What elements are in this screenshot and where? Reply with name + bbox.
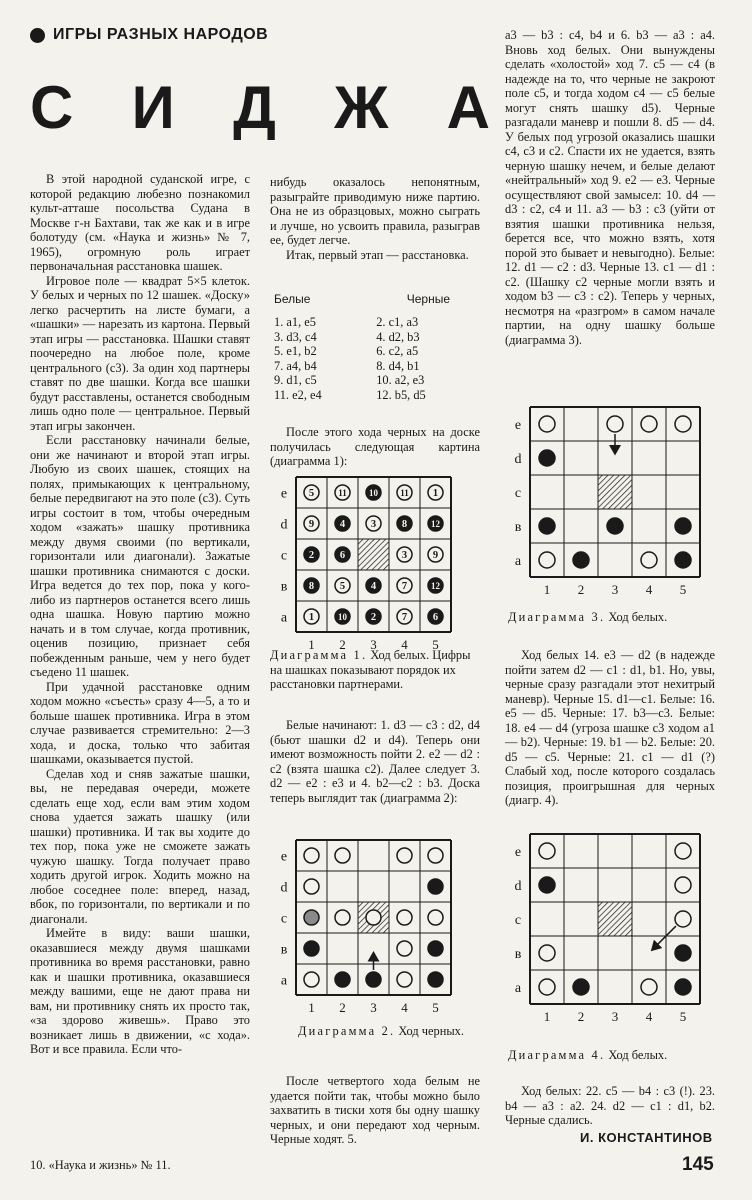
paragraph: Ход белых: 22. c5 — b4 : c3 (!). 23. b4 — a3 : a2. 24. d2 — c1 : d1, b2. Черные сдались. (505, 1084, 715, 1127)
diagram-2-caption (296, 1024, 466, 1039)
piece-number: 2 (370, 612, 377, 623)
column-2-mid (270, 425, 480, 469)
piece-number: 11 (400, 488, 409, 498)
white-move: 7. a4, b4 (274, 358, 317, 373)
column-1 (30, 172, 250, 1057)
file-label: 5 (432, 637, 439, 652)
diagram-4-board (508, 832, 718, 1024)
piece-number: 6 (339, 550, 346, 561)
paragraph: В этой народной суданской игре, с которой редакцию любезно познакомил культ-атташе посольства Судана в Москве г-н Бахтави, так же как и в игре болотуду (см. «Наука и жизнь» № 7, 1965), огромную роль играет первоначальная расстановка шашек. (30, 172, 250, 273)
paragraph: Итак, первый этап — расстановка. (286, 247, 469, 262)
paragraph: Имейте в виду: ваши шашки, оказавшиеся между двумя шашками противника во время расстановки, равно как и шашки противника, оказавшиеся между вашими, еще не дают права ни вам, ни противнику снять их просто так, «за здорово живешь». Право это возникает лишь в движении, «с хода». Вот и все правила. Если что- (30, 926, 250, 1056)
file-label: 3 (611, 1009, 619, 1024)
page-number: 145 (682, 1154, 714, 1175)
paragraph: a3 — b3 : c4, b4 и 6. b3 — a3 : a4. Вновь ход белых. Они вынуждены сделать «холостой» ход 7. c5 — c4 (в надежде на то, что черные не закроют поле c5, и тогда ходом c4 — c5 белые могут снять шашку d5). Черные разгадали маневр и пошли 8. d5 — d4. У белых под угрозой оказались шашки c4, c3 и c2. Спасти их не удается, взять черную шашку нечем, и белые делают «нейтральный» ход 9. e2 — e3. Черные осуществляют свой замысел: 10. d4 — d3 : c2, c4 и 11. a3 — b3 : c3 (уйти от взятия шашки противника нельзя, берется все, что можно взять, хотя порой это бывает и невыгодно). Белые: 12. d1 — c2 : d3. Черные 13. c1 — d1 : c2. (Шашку c2 черные могли взять и ходом b3 — c3 : c2). Теперь у черных, несмотря на «разгром» в самом начале партии, на одну шашку больше (диаграмма 3). (505, 28, 715, 347)
piece-b5 (428, 941, 443, 956)
file-label: 4 (645, 582, 653, 597)
file-label: 5 (432, 1000, 439, 1015)
rank-label: c (280, 548, 288, 564)
piece-number: 9 (308, 519, 315, 530)
rank-label: c (514, 913, 522, 928)
piece-c4 (397, 910, 412, 925)
placement-moves (270, 292, 470, 402)
table-row (270, 344, 470, 359)
footer-source: 10. «Наука и жизнь» № 11. (30, 1158, 171, 1172)
table-row (270, 359, 470, 374)
piece-number: 12 (431, 519, 440, 529)
piece-e1 (539, 843, 555, 859)
file-label: 4 (645, 1009, 653, 1024)
piece-c5 (675, 911, 691, 927)
piece-c3 (366, 910, 381, 925)
piece-number: 7 (401, 612, 408, 623)
file-label: 5 (679, 1009, 687, 1024)
paragraph: После этого хода черных на доске получилась следующая картина (диаграмма 1): (270, 425, 480, 468)
piece-number: 9 (432, 550, 439, 561)
piece-e3 (607, 416, 623, 432)
piece-e4 (641, 416, 657, 432)
piece-a4 (641, 979, 657, 995)
piece-a4 (397, 972, 412, 987)
column-3-bottom (505, 1084, 715, 1128)
rank-label: d (280, 517, 288, 533)
file-label: 3 (370, 1000, 377, 1015)
center-square (598, 475, 632, 509)
white-move: 3. d3, c4 (274, 329, 317, 344)
file-label: 1 (543, 582, 551, 597)
title-letter: Д (233, 74, 276, 141)
rank-label: e (514, 845, 522, 860)
piece-number: 11 (338, 488, 347, 498)
file-label: 1 (308, 637, 315, 652)
rank-label: d (514, 452, 522, 467)
file-label: 1 (308, 1000, 315, 1015)
piece-b4 (397, 941, 412, 956)
rank-label: e (280, 486, 288, 502)
caption-text: Ход белых. Цифры на шашках показывают порядок их расстановки партнерами. (270, 648, 471, 691)
piece-b1 (304, 941, 319, 956)
caption-text: Ход белых. (608, 610, 668, 624)
caption-label: Диаграмма 3. (508, 610, 606, 624)
paragraph: При удачной расстановке одним ходом можно «съесть» сразу 4—5, а то и больше шашек противника. Игра в этом случае развивается стремительно: 2—3 хода, и доска, только что забитая шашками, оказывается пустой. (30, 679, 250, 766)
rank-label: в (280, 579, 288, 595)
piece-a5 (675, 979, 691, 995)
paragraph: Игровое поле — квадрат 5×5 клеток. У белых и черных по 12 шашек. «Доску» легко расчертить на листе бумаги, а «шашки» — нарезать из картона. Первый этап игры — расстановка. Шашки ставят поочередно на любое поле, кроме центрального (с3). За один ход партнеры ставят по две шашки. Когда все шашки будут расставлены, останется свободным лишь одно поле — центральное. Первый этап игры закончен. (30, 273, 250, 433)
title-letter: Ж (334, 74, 389, 141)
center-square (358, 539, 389, 570)
piece-number: 10 (369, 488, 378, 498)
piece-b1 (539, 945, 555, 961)
title-letter: А (446, 74, 490, 141)
file-label: 1 (543, 1009, 551, 1024)
piece-number: 4 (370, 581, 377, 592)
title-letter: С (30, 74, 74, 141)
black-move: 2. c1, a3 (376, 315, 419, 329)
piece-number: 10 (338, 612, 347, 622)
bullet-icon (30, 28, 45, 43)
moves-table (270, 315, 470, 402)
move-arrow (652, 926, 676, 950)
piece-a5 (675, 552, 691, 568)
diagram-4-caption (508, 1048, 718, 1063)
rank-label: c (514, 486, 522, 501)
piece-b1 (539, 518, 555, 534)
file-label: 2 (339, 1000, 346, 1015)
file-label: 5 (679, 582, 687, 597)
title-letter: И (131, 74, 175, 141)
author-name: И. КОНСТАНТИНОВ (580, 1130, 713, 1145)
piece-a1 (539, 979, 555, 995)
diagram-2-board (274, 838, 484, 1015)
piece-a5 (428, 972, 443, 987)
paragraph: Белые начинают: 1. d3 — c3 : d2, d4 (бьют шашки d2 и d4). Теперь они имеют возможность пойти 2. e2 — d2 : c2 (взята шашка c2). Далее следует 3. d2 — e2 : e3 и 4. b2—c2 : b3. Доска теперь выглядит так (диаграмма 2): (270, 718, 480, 805)
column-2-bottom (270, 1074, 480, 1147)
piece-e2 (335, 848, 350, 863)
paragraph: Ход белых 14. e3 — d2 (в надежде пойти затем d2 — c1 : d1, b1. Но, увы, черные сразу разгадали этот нехитрый маневр). Черные 15. d1—c1. Белые: 16. e5 — d5. Черные: 17. b3—c3. Белые: 18. e4 — d4 (угроза шашке c3 ходом a1 — b2). Черные: 19. b1 — b2. Белые: 20. d5 — c5. Черные: 21. c1 — d1 (?) Слабый ход, после которого создалась позиция, проигрышная для черных (диагр. 4). (505, 648, 715, 807)
piece-a2 (335, 972, 350, 987)
piece-number: 12 (431, 581, 440, 591)
column-2-low (270, 718, 480, 805)
paragraph: Если расстановку начинали белые, они же начинают и второй этап игры. Любую из своих шашек, стоящих на полях, примыкающих к центральному, белые передвигают на это поле (с3). Суть игры состоит в том, чтобы очередным ходом «зажать» шашку противника между двумя своими (по вертикали, горизонтали или диагонали). Зажатые шашки противника снимаются с доски. Игра ведется до тех пор, пока у кого-либо из партнеров останется всего лишь одна шашка. Новую партию можно начать и в том случае, когда противник, оценив позицию, признает себя побежденным раньше, чем у него будет съедено 11 шашек. (30, 433, 250, 679)
rank-label: c (280, 911, 288, 927)
piece-number: 2 (308, 550, 315, 561)
piece-a4 (641, 552, 657, 568)
piece-number: 8 (308, 581, 315, 592)
file-label: 4 (401, 1000, 408, 1015)
diagram-1-board (274, 475, 484, 652)
rank-label: a (280, 973, 288, 989)
file-label: 2 (339, 637, 346, 652)
table-row (270, 315, 470, 330)
piece-number: 1 (432, 488, 439, 499)
piece-a1 (304, 972, 319, 987)
column-2-top (270, 175, 480, 262)
piece-d5 (675, 877, 691, 893)
section-label: ИГРЫ РАЗНЫХ НАРОДОВ (53, 26, 269, 43)
black-move: 12. b5, d5 (376, 387, 426, 402)
piece-a2 (573, 552, 589, 568)
piece-c2 (335, 910, 350, 925)
file-label: 3 (370, 637, 377, 652)
black-move: 10. a2, e3 (376, 373, 425, 387)
rank-label: e (280, 849, 288, 865)
rank-label: a (280, 610, 288, 626)
piece-e4 (397, 848, 412, 863)
paragraph: нибудь оказалось непонятным, разыграйте приводимую ниже партию. Она не из образцовых, можно сыграть и лучше, но усвоить правила, разыграв ее, будет легче. (270, 175, 480, 247)
file-label: 3 (611, 582, 619, 597)
piece-number: 3 (370, 519, 377, 530)
black-move: 6. c2, a5 (376, 344, 419, 358)
paragraph: Сделав ход и сняв зажатые шашки, вы, не передавая очереди, можете сделать еще ход, если вам этим ходом снова удается зажать шашку (или шашки) противника. И так вы ходите до тех пор, пока уже не сможете зажать чужую шашку. Тогда получает право ходить другой игрок. Ходить можно на любое соседнее поле: вперед, назад, вбок, по горизонтали, по вертикали и по диагонали. (30, 766, 250, 926)
file-label: 2 (577, 582, 585, 597)
piece-d1 (304, 879, 319, 894)
piece-b3 (607, 518, 623, 534)
piece-number: 8 (401, 519, 408, 530)
piece-d1 (539, 877, 555, 893)
white-move: 11. e2, e4 (274, 387, 322, 402)
piece-a2 (573, 979, 589, 995)
caption-text: Ход черных. (398, 1024, 464, 1038)
file-label: 2 (577, 1009, 585, 1024)
piece-d5 (428, 879, 443, 894)
piece-c5 (428, 910, 443, 925)
column-3-mid (505, 648, 715, 808)
rank-label: e (514, 418, 522, 433)
rank-label: в (514, 947, 522, 962)
piece-number: 7 (401, 581, 408, 592)
rank-label: в (514, 520, 522, 535)
piece-d1 (539, 450, 555, 466)
piece-b5 (675, 518, 691, 534)
table-row (270, 388, 470, 403)
white-header: Белые (274, 292, 311, 306)
white-move: 5. e1, b2 (274, 344, 317, 358)
piece-e5 (428, 848, 443, 863)
piece-number: 4 (339, 519, 346, 530)
rank-label: d (280, 880, 288, 896)
white-move: 1. a1, e5 (274, 315, 316, 329)
center-square (598, 902, 632, 936)
black-header: Черные (406, 292, 450, 306)
piece-number: 5 (308, 488, 315, 499)
piece-e5 (675, 843, 691, 859)
article-title (30, 74, 490, 141)
rank-label: в (280, 942, 288, 958)
piece-e1 (304, 848, 319, 863)
piece-number: 1 (308, 612, 315, 623)
caption-text: Ход белых. (608, 1048, 668, 1062)
diagram-1-caption (270, 648, 480, 692)
piece-a3 (366, 972, 381, 987)
piece-b5 (675, 945, 691, 961)
rank-label: d (514, 879, 522, 894)
white-move: 9. d1, c5 (274, 373, 317, 387)
file-label: 4 (401, 637, 408, 652)
paragraph: После четвертого хода белым не удается пойти так, чтобы можно было захватить в тиски хотя бы одну шашку черных, и они передают ход черным. Черные ходят. 5. (270, 1074, 480, 1146)
piece-number: 5 (339, 581, 346, 592)
caption-label: Диаграмма 1. (270, 648, 368, 662)
piece-a1 (539, 552, 555, 568)
piece-number: 3 (401, 550, 408, 561)
rank-label: a (514, 554, 522, 569)
section-header (30, 26, 268, 44)
table-row (270, 330, 470, 345)
piece-e1 (539, 416, 555, 432)
piece-c1 (304, 910, 319, 925)
table-row (270, 373, 470, 388)
black-move: 4. d2, b3 (376, 329, 420, 344)
rank-label: a (514, 981, 522, 996)
black-move: 8. d4, b1 (376, 358, 420, 373)
diagram-3-board (508, 405, 718, 597)
caption-label: Диаграмма 2. (298, 1024, 396, 1038)
piece-number: 6 (432, 612, 439, 623)
piece-e5 (675, 416, 691, 432)
diagram-3-caption (508, 610, 718, 625)
column-3-top (505, 28, 715, 347)
caption-label: Диаграмма 4. (508, 1048, 606, 1062)
